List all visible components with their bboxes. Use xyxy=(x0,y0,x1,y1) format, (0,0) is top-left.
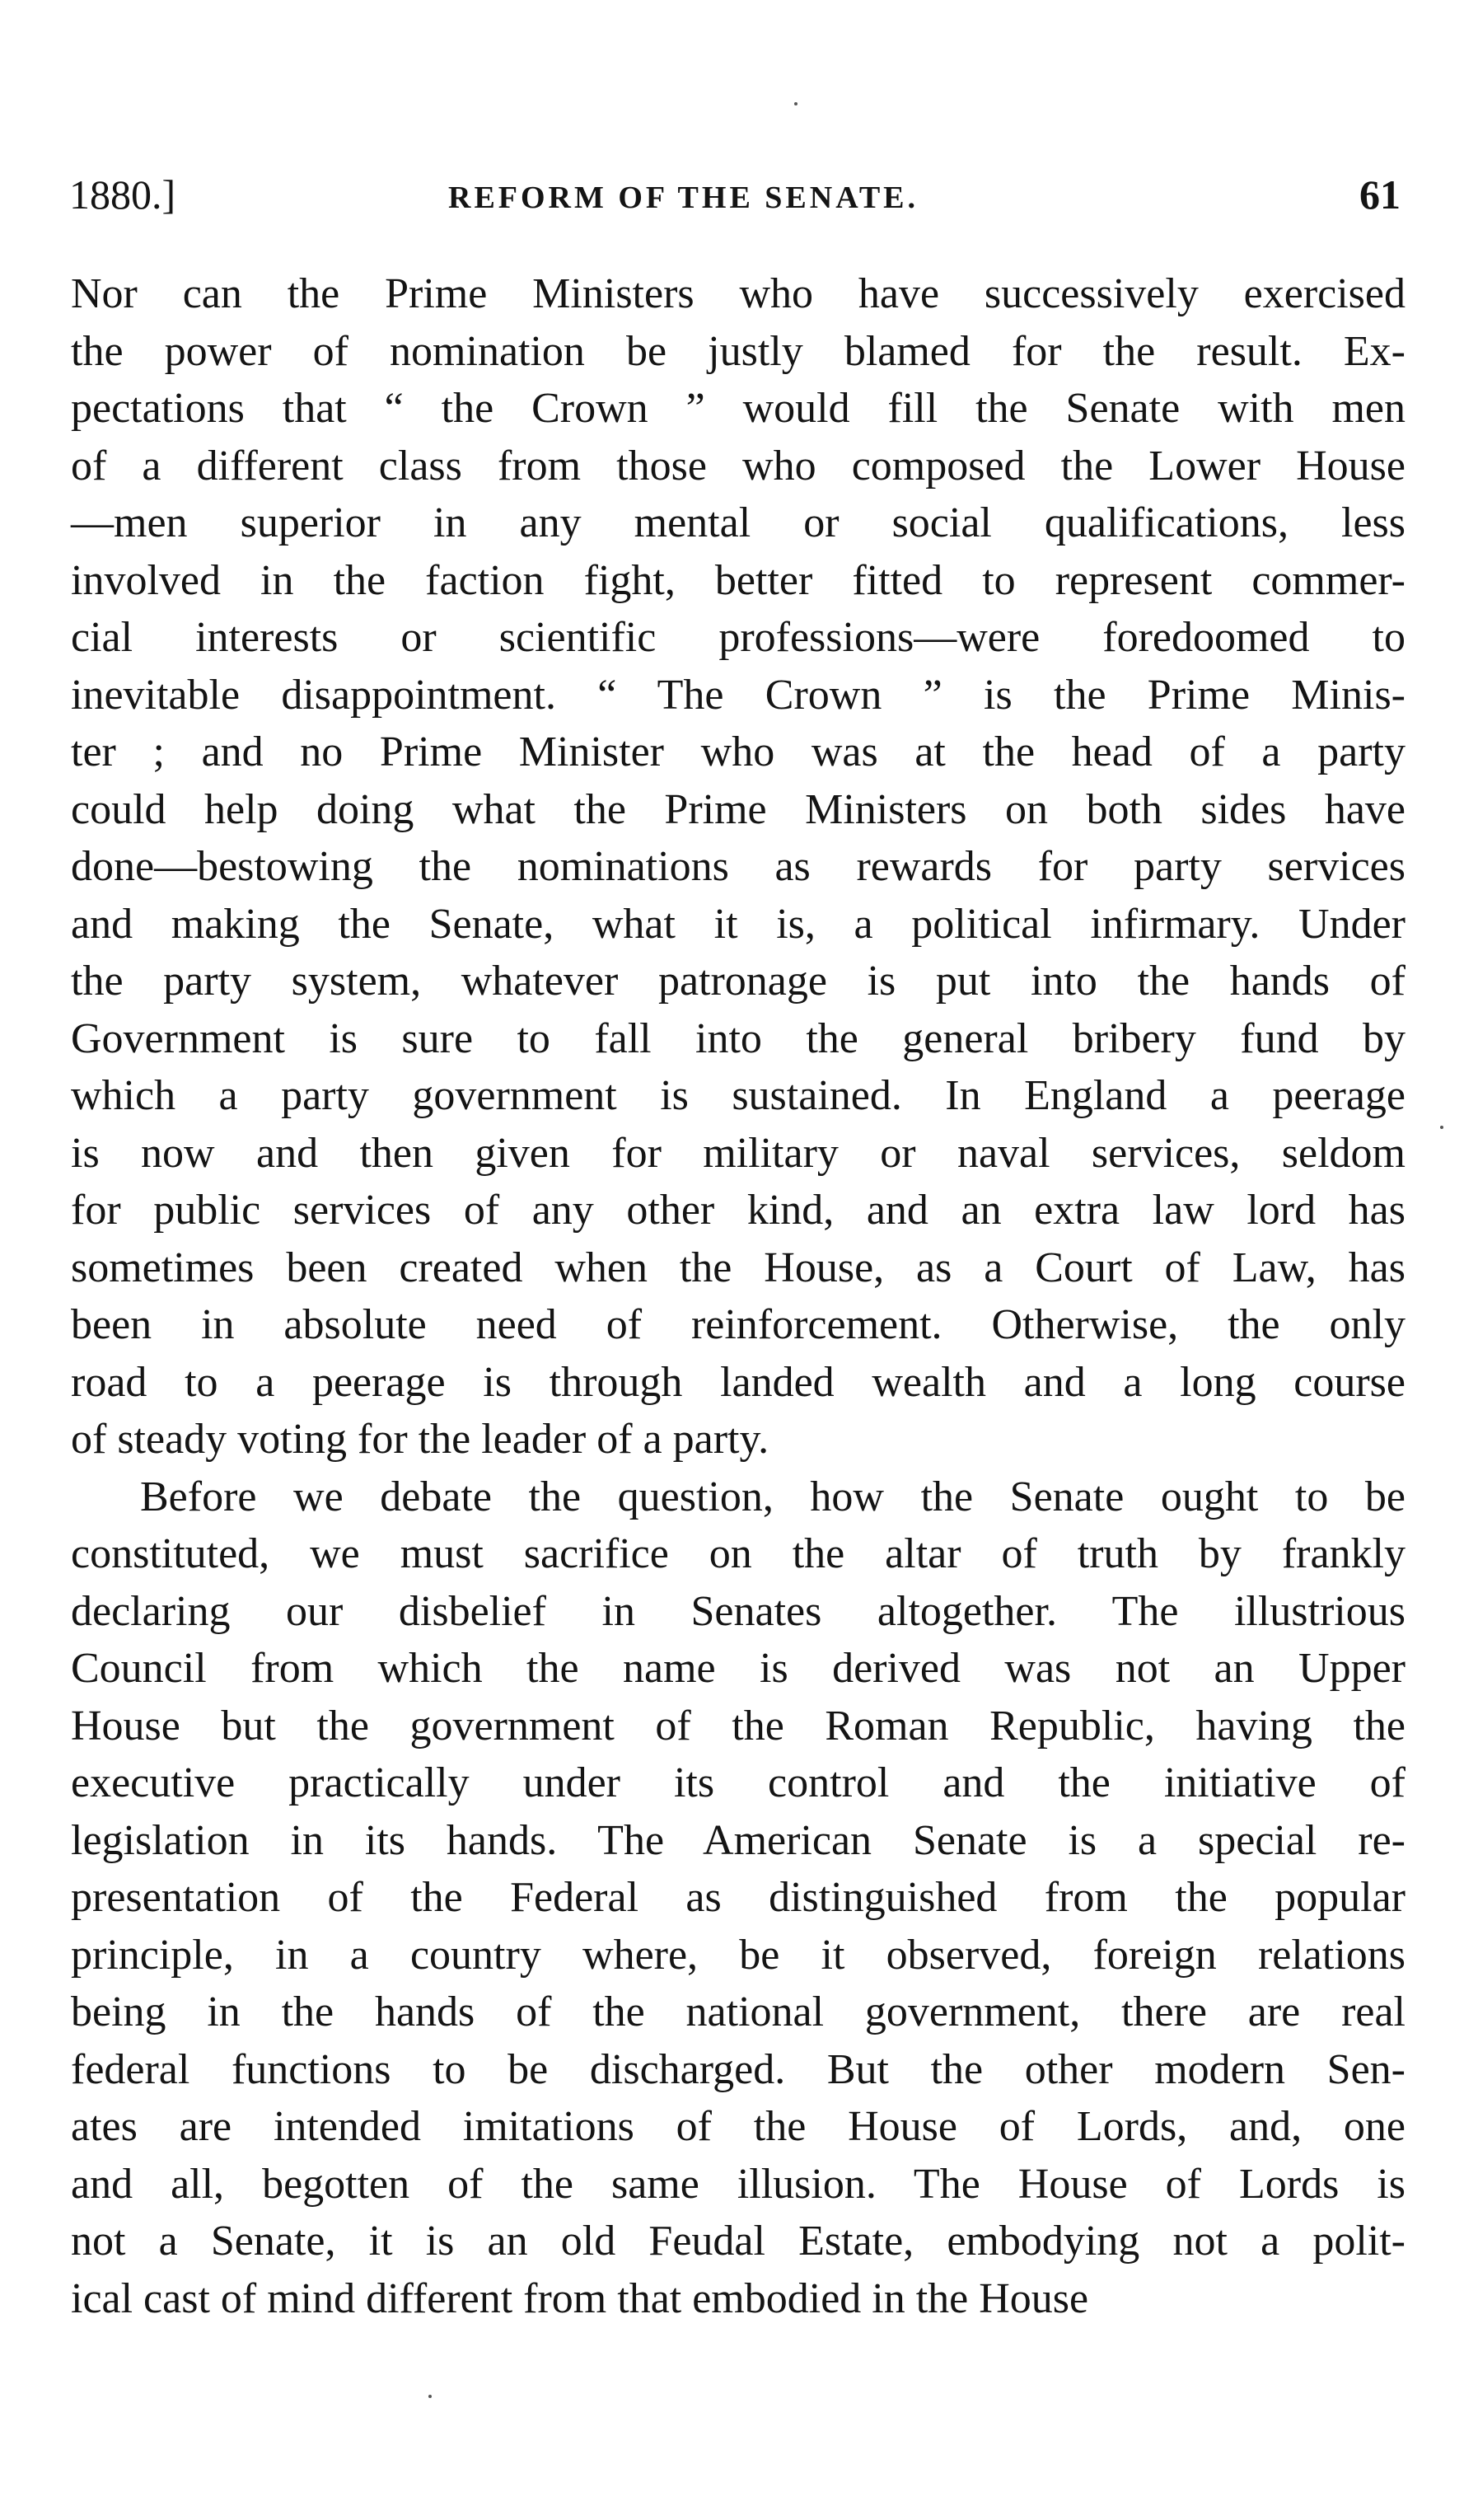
text-line: and all, begotten of the same illusion. The House of Lords is xyxy=(71,2160,1406,2208)
text-line: ical cast of mind different from that embodied in the House xyxy=(71,2274,1089,2322)
text-line: could help doing what the Prime Ministers on both sides have xyxy=(71,785,1406,833)
page-number: 61 xyxy=(1359,171,1401,218)
text-line: for public services of any other kind, and an extra law lord has xyxy=(71,1187,1406,1234)
text-line: cial interests or scientific professions—were foredoomed to xyxy=(71,614,1406,661)
text-line: been in absolute need of reinforcement. Otherwise, the only xyxy=(71,1301,1406,1348)
text-line: inevitable disappointment. “ The Crown ” is the Prime Minis- xyxy=(71,671,1406,719)
text-line: principle, in a country where, be it observed, foreign relations xyxy=(71,1931,1406,1979)
text-line: of steady voting for the leader of a party. xyxy=(71,1416,769,1463)
text-line: not a Senate, it is an old Feudal Estate, embodying not a polit- xyxy=(71,2218,1406,2265)
text-line: is now and then given for military or naval services, seldom xyxy=(71,1129,1406,1177)
text-line: road to a peerage is through landed wealth and a long course xyxy=(71,1358,1406,1406)
running-head xyxy=(69,170,1412,219)
text-line: Government is sure to fall into the general bribery fund by xyxy=(71,1014,1406,1062)
paper-speck xyxy=(1440,1126,1443,1129)
text-line: Council from which the name is derived was not an Upper xyxy=(71,1645,1406,1692)
text-line: executive practically under its control and the initiative of xyxy=(71,1759,1406,1806)
text-line: —men superior in any mental or social qualifications, less xyxy=(71,499,1406,546)
text-line: constituted, we must sacrifice on the altar of truth by frankly xyxy=(71,1530,1406,1577)
body-text xyxy=(71,265,1406,2327)
text-line: declaring our disbelief in Senates altogether. The illustrious xyxy=(71,1587,1406,1635)
paragraph-2 xyxy=(71,1468,1406,2328)
text-line: the party system, whatever patronage is put into the hands of xyxy=(71,958,1406,1005)
text-line: of a different class from those who composed the Lower House xyxy=(71,442,1406,489)
running-head-title: REFORM OF THE SENATE. xyxy=(448,180,919,215)
text-line: House but the government of the Roman Republic, having the xyxy=(71,1702,1406,1749)
text-line: pectations that “ the Crown ” would fill the Senate with men xyxy=(71,385,1406,432)
text-line: ates are intended imitations of the House of Lords, and, one xyxy=(71,2103,1406,2150)
paper-speck xyxy=(794,102,797,105)
text-line: which a party government is sustained. In England a peerage xyxy=(71,1072,1406,1119)
text-line: done—bestowing the nominations as rewards for party services xyxy=(71,843,1406,890)
running-head-year: 1880.] xyxy=(69,171,176,218)
text-line: federal functions to be discharged. But the other modern Sen- xyxy=(71,2045,1406,2093)
text-line: the power of nomination be justly blamed for the result. Ex- xyxy=(71,327,1406,375)
text-line: sometimes been created when the House, as a Court of Law, has xyxy=(71,1244,1406,1291)
text-line: involved in the faction fight, better fitted to represent commer- xyxy=(71,556,1406,604)
text-line: and making the Senate, what it is, a political infirmary. Under xyxy=(71,900,1406,948)
text-line: presentation of the Federal as distinguished from the popular xyxy=(71,1874,1406,1921)
text-line: legislation in its hands. The American Senate is a special re- xyxy=(71,1816,1406,1864)
paragraph-1 xyxy=(71,265,1406,1468)
paper-speck xyxy=(428,2395,432,2398)
text-line: Before we debate the question, how the Senate ought to be xyxy=(140,1473,1406,1520)
text-line: being in the hands of the national government, there are real xyxy=(71,1988,1406,2035)
text-line: ter ; and no Prime Minister who was at the head of a party xyxy=(71,728,1406,775)
text-line: Nor can the Prime Ministers who have successively exercised xyxy=(71,270,1406,317)
